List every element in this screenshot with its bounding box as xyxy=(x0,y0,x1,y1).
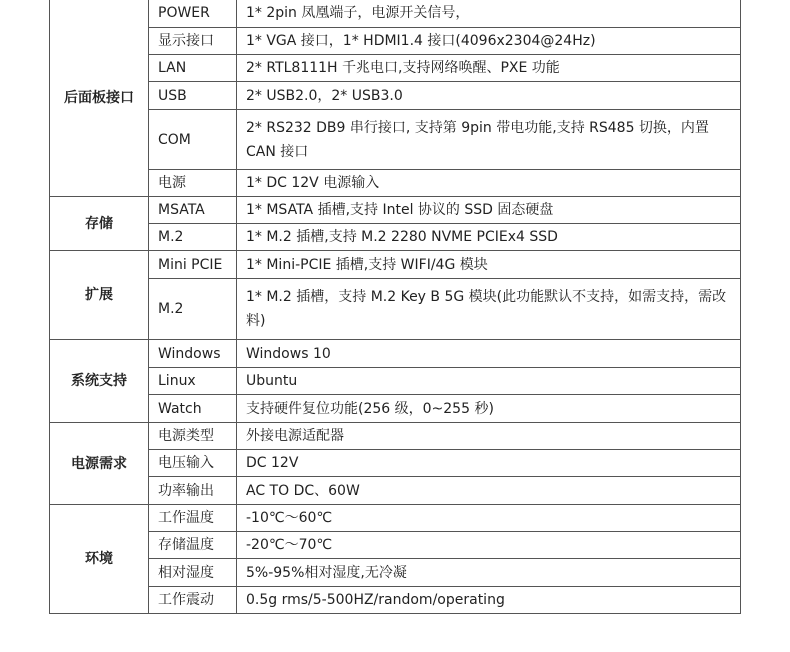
spec-name-cell: M.2 xyxy=(149,224,237,251)
table-row xyxy=(50,251,741,279)
table-row xyxy=(50,224,741,251)
spec-value-cell: 1* 2pin 凤凰端子，电源开关信号， xyxy=(237,0,741,28)
table-row xyxy=(50,368,741,395)
table-row xyxy=(50,28,741,55)
spec-value-cell: 2* RS232 DB9 串行接口, 支持第 9pin 带电功能,支持 RS485 切换，内置 CAN 接口 xyxy=(237,110,741,170)
table-row xyxy=(50,559,741,587)
category-cell: 扩展 xyxy=(50,251,149,340)
spec-value-cell: 支持硬件复位功能(256 级，0~255 秒) xyxy=(237,395,741,423)
spec-value-cell: -20℃～70℃ xyxy=(237,532,741,559)
spec-name-cell: 功率输出 xyxy=(149,477,237,505)
spec-value-cell: Windows 10 xyxy=(237,340,741,368)
table-row xyxy=(50,0,741,28)
spec-table xyxy=(49,0,741,614)
table-row xyxy=(50,340,741,368)
table-row xyxy=(50,170,741,197)
spec-name-cell: 工作温度 xyxy=(149,505,237,532)
spec-value-cell: 2* USB2.0，2* USB3.0 xyxy=(237,82,741,110)
spec-name-cell: Windows xyxy=(149,340,237,368)
table-row xyxy=(50,532,741,559)
spec-name-cell: 相对湿度 xyxy=(149,559,237,587)
spec-name-cell: 电源类型 xyxy=(149,423,237,450)
spec-value-cell: 1* VGA 接口，1* HDMI1.4 接口(4096x2304@24Hz) xyxy=(237,28,741,55)
spec-name-cell: Mini PCIE xyxy=(149,251,237,279)
table-row xyxy=(50,450,741,477)
category-cell: 后面板接口 xyxy=(50,0,149,197)
category-cell: 系统支持 xyxy=(50,340,149,423)
spec-name-cell: 电压输入 xyxy=(149,450,237,477)
table-row xyxy=(50,587,741,614)
table-row xyxy=(50,82,741,110)
table-row xyxy=(50,279,741,340)
spec-name-cell: MSATA xyxy=(149,197,237,224)
spec-name-cell: COM xyxy=(149,110,237,170)
table-row xyxy=(50,55,741,82)
spec-name-cell: 电源 xyxy=(149,170,237,197)
spec-value-cell: 5%-95%相对湿度,无冷凝 xyxy=(237,559,741,587)
category-cell: 电源需求 xyxy=(50,423,149,505)
spec-name-cell: Watch xyxy=(149,395,237,423)
spec-value-cell: AC TO DC、60W xyxy=(237,477,741,505)
spec-value-cell: 2* RTL8111H 千兆电口,支持网络唤醒、PXE 功能 xyxy=(237,55,741,82)
spec-value-cell: 0.5g rms/5-500HZ/random/operating xyxy=(237,587,741,614)
spec-value-cell: -10℃～60℃ xyxy=(237,505,741,532)
spec-name-cell: 工作震动 xyxy=(149,587,237,614)
spec-value-cell: DC 12V xyxy=(237,450,741,477)
spec-name-cell: M.2 xyxy=(149,279,237,340)
spec-value-cell: Ubuntu xyxy=(237,368,741,395)
table-row xyxy=(50,197,741,224)
spec-name-cell: USB xyxy=(149,82,237,110)
spec-name-cell: 存储温度 xyxy=(149,532,237,559)
spec-value-cell: 1* Mini-PCIE 插槽,支持 WIFI/4G 模块 xyxy=(237,251,741,279)
spec-name-cell: LAN xyxy=(149,55,237,82)
spec-value-cell: 1* MSATA 插槽,支持 Intel 协议的 SSD 固态硬盘 xyxy=(237,197,741,224)
table-row xyxy=(50,395,741,423)
spec-name-cell: POWER xyxy=(149,0,237,28)
spec-name-cell: 显示接口 xyxy=(149,28,237,55)
category-cell: 环境 xyxy=(50,505,149,614)
spec-value-cell: 1* M.2 插槽,支持 M.2 2280 NVME PCIEx4 SSD xyxy=(237,224,741,251)
table-row xyxy=(50,423,741,450)
table-row xyxy=(50,110,741,170)
table-row xyxy=(50,477,741,505)
spec-table-body xyxy=(50,0,741,614)
category-cell: 存储 xyxy=(50,197,149,251)
spec-name-cell: Linux xyxy=(149,368,237,395)
table-row xyxy=(50,505,741,532)
spec-value-cell: 外接电源适配器 xyxy=(237,423,741,450)
spec-value-cell: 1* DC 12V 电源输入 xyxy=(237,170,741,197)
spec-value-cell: 1* M.2 插槽，支持 M.2 Key B 5G 模块(此功能默认不支持，如需支持，需改料) xyxy=(237,279,741,340)
